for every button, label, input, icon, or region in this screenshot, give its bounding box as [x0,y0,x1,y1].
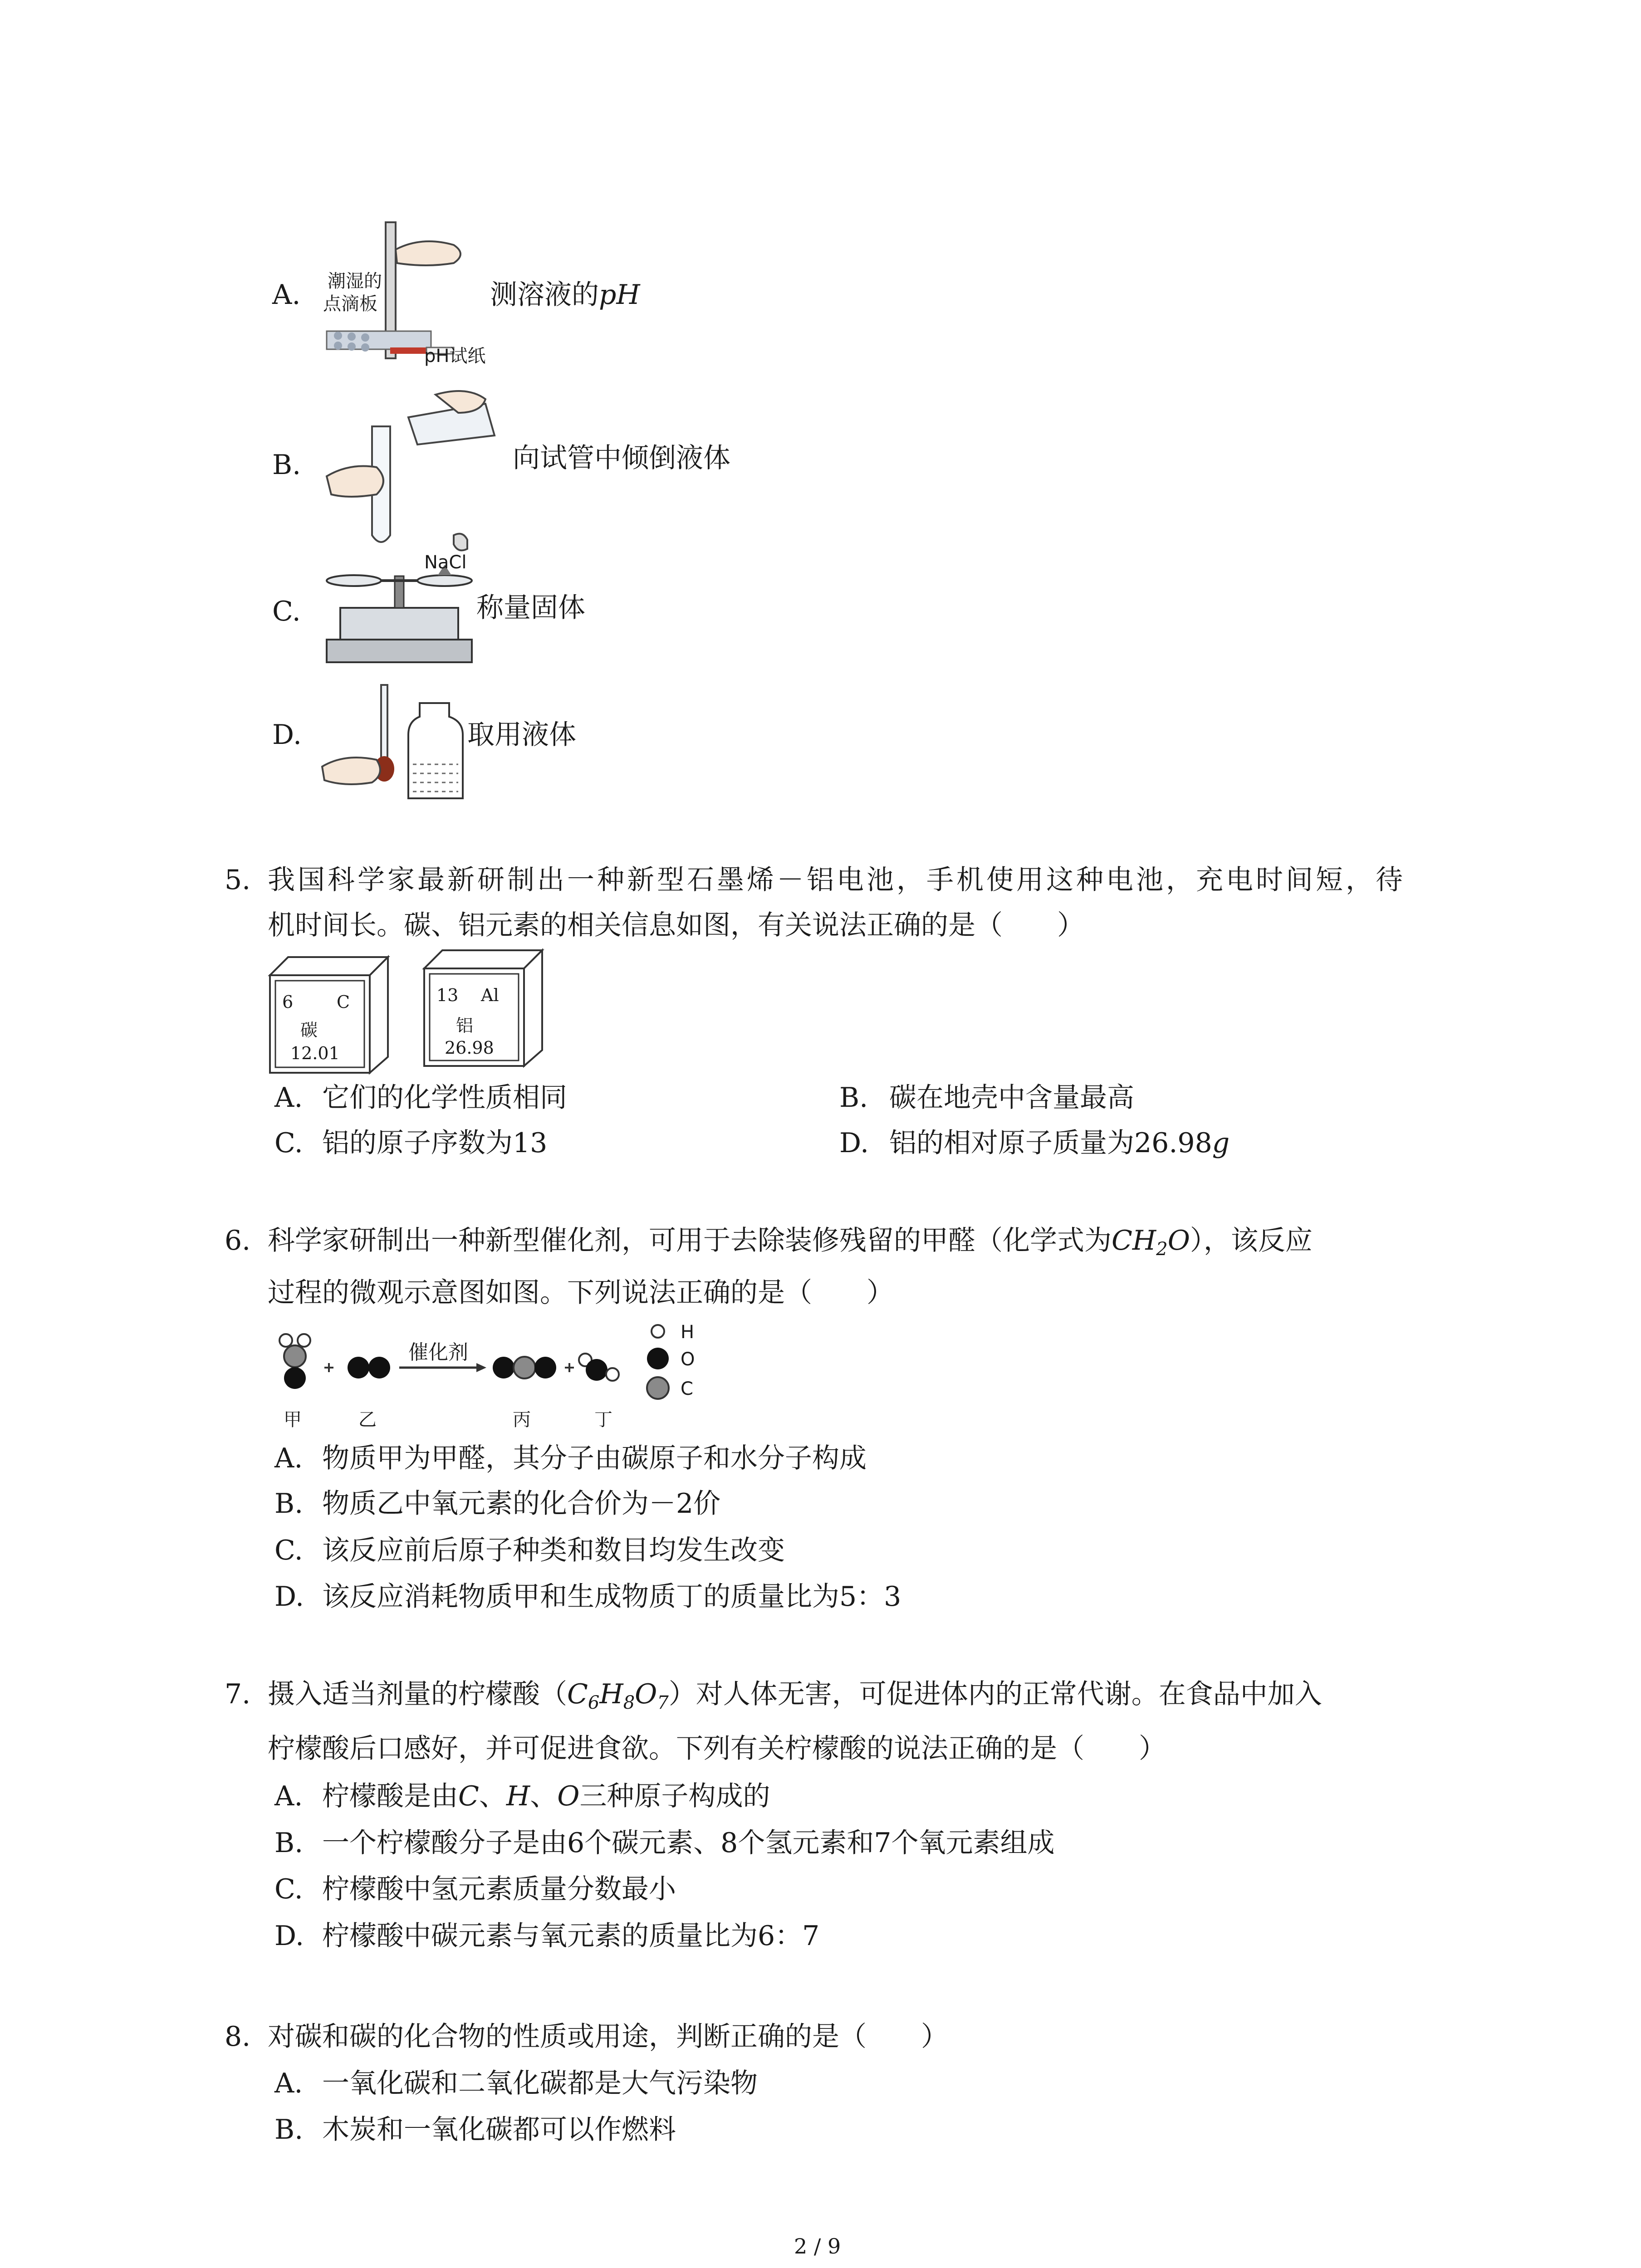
option-letter: B. [274,2114,304,2146]
option-text: 一氧化碳和二氧化碳都是大气污染物 [322,2068,758,2099]
option-letter: D. [274,1920,304,1952]
figure-label: NaCl [424,552,467,573]
option-text: 木炭和一氧化碳都可以作燃料 [322,2114,676,2146]
option-letter: A. [274,1780,303,1812]
molecule-label: 丙 [513,1409,531,1430]
option-text: 称量固体 [476,592,585,624]
option-text: 铝的原子序数为13 [322,1127,548,1159]
question-number: 5. [225,864,251,896]
atomic-number: 6 [282,992,294,1012]
question-stem: 科学家研制出一种新型催化剂，可用于去除装修残留的甲醛（化学式为$CH_2O$），该反应 [268,1225,1313,1260]
option-text: 柠檬酸是由C、H、O三种原子构成的 [322,1780,770,1812]
option-letter: C. [274,1873,303,1905]
catalyst-label: 催化剂 [408,1341,468,1364]
question-stem: 柠檬酸后口感好，并可促进食欲。下列有关柠檬酸的说法正确的是（ ） [268,1733,1166,1765]
legend-label: C [681,1378,693,1399]
question-stem: 机时间长。碳、铝元素的相关信息如图，有关说法正确的是（ ） [268,909,1084,941]
option-letter: D. [272,719,302,751]
option-text: 柠檬酸中碳元素与氧元素的质量比为6：7 [322,1920,820,1952]
option-text: 柠檬酸中氢元素质量分数最小 [322,1873,676,1905]
option-text: 该反应前后原子种类和数目均发生改变 [322,1535,785,1566]
option-text: 取用液体 [467,719,576,751]
figure-label: pH试纸 [424,346,486,367]
option-letter: C. [274,1535,303,1566]
option-text: 碳在地壳中含量最高 [889,1082,1134,1114]
molecule-label: 甲 [284,1409,302,1430]
question-stem: 对碳和碳的化合物的性质或用途，判断正确的是（ ） [268,2021,948,2053]
option-text: 测溶液的pH [490,279,640,311]
reaction-diagram [268,1334,812,1397]
atomic-number: 13 [436,985,459,1005]
option-letter: A. [274,1082,303,1114]
option-letter: D. [839,1127,869,1159]
question-number: 8. [225,2021,251,2053]
question-number: 6. [225,1225,251,1256]
option-letter: A. [274,1442,303,1474]
legend-label: O [681,1349,695,1370]
option-letter: B. [274,1827,304,1859]
question-number: 7. [225,1678,251,1710]
question-stem: 我国科学家最新研制出一种新型石墨烯－铝电池，手机使用这种电池，充电时间短，待 [268,864,1406,896]
figure-label: 潮湿的 [328,271,382,292]
option-letter: C. [272,596,301,627]
question-stem: 过程的微观示意图如图。下列说法正确的是（ ） [268,1277,894,1309]
option-text: 一个柠檬酸分子是由6个碳元素、8个氢元素和7个氧元素组成 [322,1827,1055,1859]
element-symbol: C [337,992,350,1012]
atomic-mass: 26.98 [445,1038,494,1058]
figure-label: 点滴板 [323,293,377,314]
question-stem: 摄入适当剂量的柠檬酸$(C_6H_8O_7)$对人体无害，可促进体内的正常代谢。在食品中加入 [268,1678,1322,1713]
option-text: 该反应消耗物质甲和生成物质丁的质量比为5：3 [322,1581,901,1613]
element-name: 碳 [300,1020,318,1040]
balance-figure [322,522,476,671]
option-letter: A. [272,279,301,311]
option-text: 物质乙中氧元素的化合价为－2价 [322,1488,721,1520]
option-letter: A. [274,2068,303,2099]
element-symbol: Al [481,985,499,1005]
option-letter: B. [274,1488,304,1520]
option-letter: C. [274,1127,303,1159]
option-letter: B. [839,1082,868,1114]
option-letter: B. [272,449,301,481]
molecule-label: 丁 [594,1409,612,1430]
legend-label: H [681,1322,695,1343]
option-text: 物质甲为甲醛，其分子由碳原子和水分子构成 [322,1442,867,1474]
option-text: 铝的相对原子质量为26.98g [889,1127,1230,1159]
option-text: 向试管中倾倒液体 [513,442,730,474]
element-name: 铝 [456,1016,474,1036]
page-number: 2 / 9 [794,2234,841,2258]
molecule-label: 乙 [358,1409,377,1430]
option-text: 它们的化学性质相同 [322,1082,567,1114]
take-liquid-figure [318,685,467,803]
atomic-mass: 12.01 [290,1043,340,1063]
option-letter: D. [274,1581,304,1613]
